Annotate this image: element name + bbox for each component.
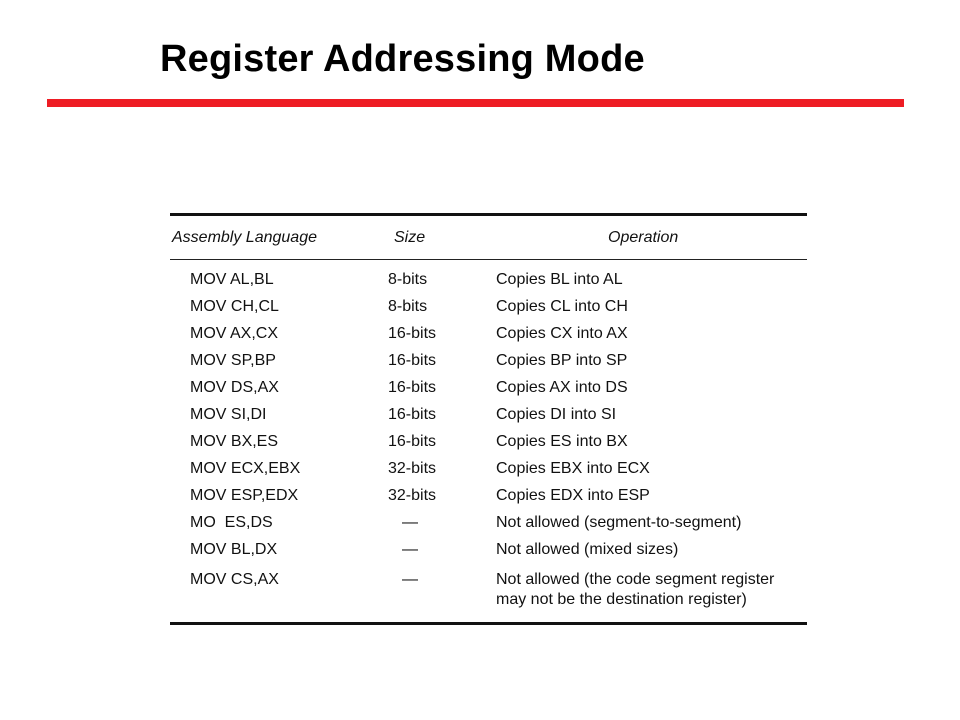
row-asm: MOV BL,DX <box>190 541 278 558</box>
row-asm: MOV SI,DI <box>190 406 267 423</box>
row-size: — <box>402 541 418 558</box>
row-size: 32-bits <box>388 487 437 504</box>
row-operation: Copies BP into SP <box>496 352 628 369</box>
row-asm: MOV AL,BL <box>190 271 274 288</box>
row-size: 16-bits <box>388 325 437 342</box>
row-size: 16-bits <box>388 406 437 423</box>
row-size: 16-bits <box>388 352 437 369</box>
row-asm: MOV DS,AX <box>190 379 279 396</box>
row-asm: MOV ECX,EBX <box>190 460 301 477</box>
table-bottom-rule <box>170 622 807 625</box>
row-size: — <box>402 571 418 588</box>
row-size: — <box>402 514 418 531</box>
row-size: 32-bits <box>388 460 437 477</box>
row-size: 16-bits <box>388 379 437 396</box>
row-asm: MOV AX,CX <box>190 325 279 342</box>
row-asm: MO ES,DS <box>190 514 273 531</box>
header-assembly-language: Assembly Language <box>172 229 317 246</box>
row-asm: MOV CS,AX <box>190 571 279 588</box>
row-asm: MOV BX,ES <box>190 433 279 450</box>
register-addressing-table <box>170 213 807 629</box>
row-asm: MOV ESP,EDX <box>190 487 299 504</box>
row-operation: Copies AX into DS <box>496 379 628 396</box>
row-operation: Not allowed (mixed sizes) <box>496 541 679 558</box>
row-asm: MOV SP,BP <box>190 352 276 369</box>
row-operation: Copies EBX into ECX <box>496 460 650 477</box>
row-operation: Copies CX into AX <box>496 325 628 342</box>
row-size: 8-bits <box>388 271 428 288</box>
table-top-rule <box>170 213 807 216</box>
row-asm: MOV CH,CL <box>190 298 279 315</box>
slide-title: Register Addressing Mode <box>160 38 645 80</box>
row-operation: Copies CL into CH <box>496 298 628 315</box>
row-size: 8-bits <box>388 298 428 315</box>
row-operation: Copies BL into AL <box>496 271 623 288</box>
row-operation: Copies EDX into ESP <box>496 487 650 504</box>
table-header-rule <box>170 259 807 260</box>
header-operation: Operation <box>608 229 679 246</box>
row-operation: Not allowed (segment-to-segment) <box>496 514 742 531</box>
header-size: Size <box>394 229 426 246</box>
title-underline <box>47 99 904 107</box>
row-operation: Not allowed (the code segment register may not be the destination register) <box>496 571 775 608</box>
row-operation: Copies ES into BX <box>496 433 628 450</box>
row-operation: Copies DI into SI <box>496 406 617 423</box>
row-size: 16-bits <box>388 433 437 450</box>
